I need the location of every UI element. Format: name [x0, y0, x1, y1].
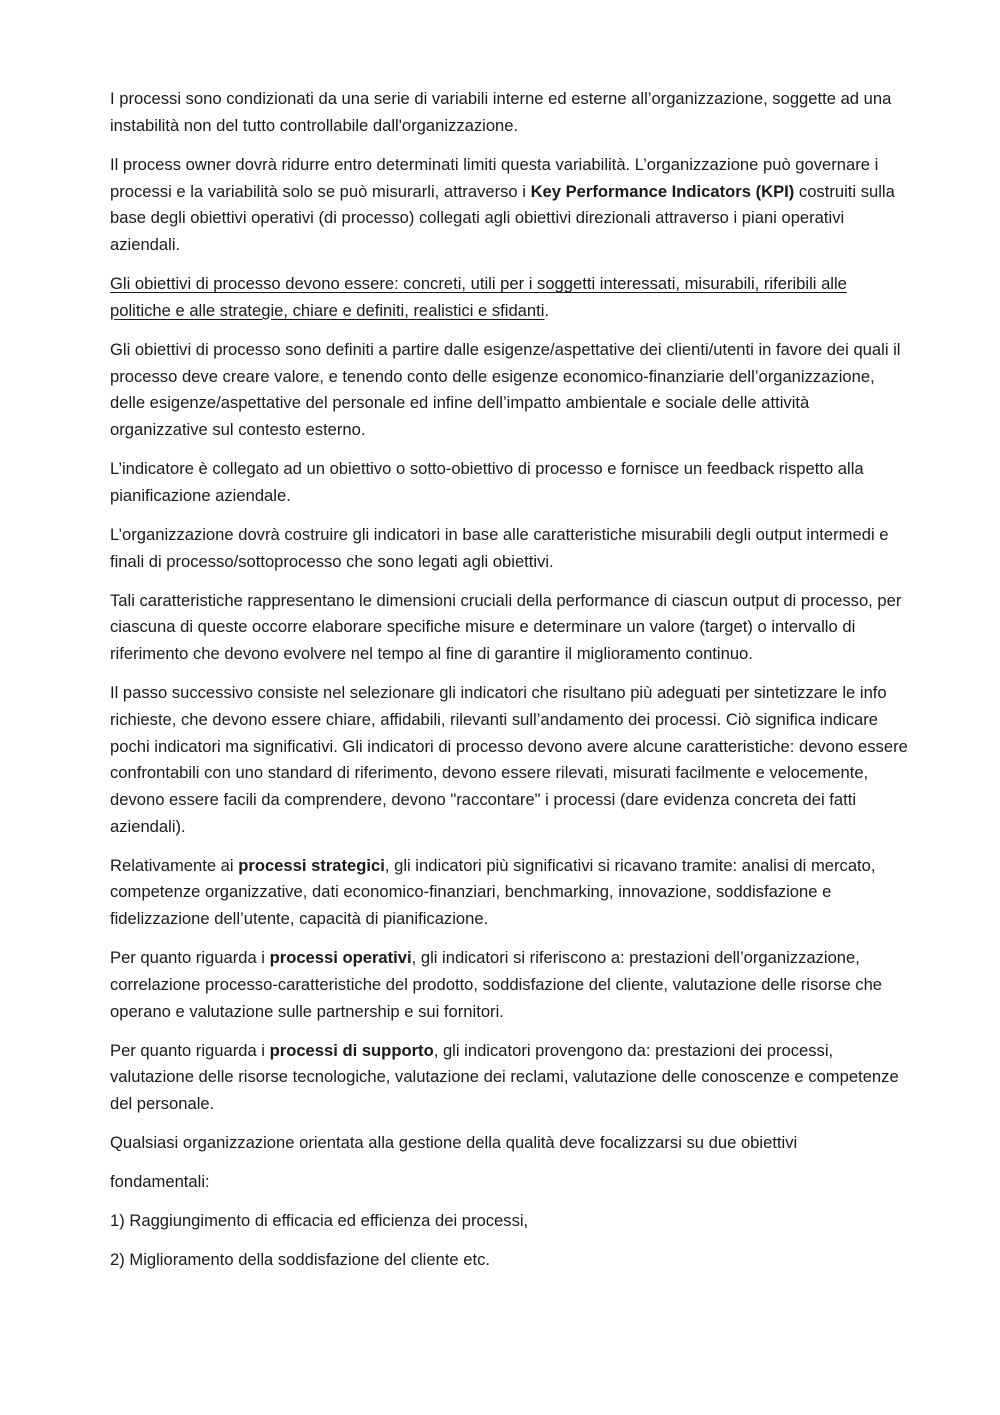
operativi-bold-term: processi operativi: [269, 948, 412, 968]
kpi-text-after: costruiti sulla base degli obiettivi operativi (di processo) collegati agli obiettivi direzionali attraverso i piani operativi aziendali.: [110, 181, 895, 254]
paragraph-obiettivi-requisiti: [110, 271, 910, 324]
paragraph-variabili: I processi sono condizionati da una serie di variabili interne ed esterne all’organizzazione, soggette ad una instabilità non del tutto controllabile dall'organizzazione.: [110, 89, 892, 135]
kpi-text-before: Il process owner dovrà ridurre entro determinati limiti questa variabilità. L’organizzazione può governare i processi e la variabilità solo se può misurarli, attraverso i: [110, 154, 879, 201]
paragraph-obiettivi-definizione: Gli obiettivi di processo sono definiti a partire dalle esigenze/aspettative dei clienti/utenti in favore dei quali il processo deve creare valore, e tenendo conto delle esigenze economico-finanziarie dell’organizzazione, delle esigenze/aspettative del personale ed infine dell’impatto ambientale e sociale delle attività organizzative sul contesto esterno.: [110, 339, 901, 439]
paragraph-qualita: Qualsiasi organizzazione orientata alla gestione della qualità deve focalizzarsi su due obiettivi: [110, 1133, 798, 1153]
paragraph-kpi: [110, 152, 910, 259]
operativi-text-before: Per quanto riguarda i: [110, 948, 270, 968]
paragraph-processi-strategici: [110, 853, 910, 933]
paragraph-processi-operativi: [110, 945, 910, 1025]
paragraph-caratteristiche: Tali caratteristiche rappresentano le dimensioni cruciali della performance di ciascun output di processo, per ciascuna di queste occorre elaborare specifiche misure e determinare un valore (target) o intervallo di riferimento che devono evolvere nel tempo al fine di garantire il miglioramento continuo.: [110, 590, 902, 663]
strategici-text-before: Relativamente ai: [110, 855, 239, 875]
supporto-text-before: Per quanto riguarda i: [110, 1040, 270, 1060]
paragraph-processi-supporto: [110, 1038, 910, 1118]
paragraph-passo-successivo: Il passo successivo consiste nel selezionare gli indicatori che risultano più adeguati per sintetizzare le info richieste, che devono essere chiare, affidabili, rilevanti sull’andamento dei processi. Ciò significa indicare pochi indicatori ma significativi. Gli indicatori di processo devono avere alcune caratteristiche: devono essere confrontabili con uno standard di riferimento, devono essere rilevati, misurati facilmente e velocemente, devono essere facili da comprendere, devono "raccontare" i processi (dare evidenza concreta dei fatti aziendali).: [110, 683, 908, 836]
paragraph-costruzione-indicatori: L’organizzazione dovrà costruire gli indicatori in base alle caratteristiche misurabili degli output intermedi e finali di processo/sottoprocesso che sono legati agli obiettivi.: [110, 524, 889, 571]
list-item: 1) Raggiungimento di efficacia ed efficienza dei processi,: [110, 1211, 529, 1231]
operativi-text-after: , gli indicatori si riferiscono a: prestazioni dell’organizzazione, correlazione processo-caratteristiche del prodotto, soddisfazione del cliente, valutazione delle risorse che operano e valutazione sulle partnership e sui fornitori.: [110, 948, 883, 1021]
strategici-bold-term: processi strategici: [238, 855, 385, 875]
strategici-text-after: , gli indicatori più significativi si ricavano tramite: analisi di mercato, competenze organizzative, dati economico-finanziari, benchmarking, innovazione, soddisfazione e fidelizzazione dell’utente, capacità di pianificazione.: [110, 855, 876, 929]
document-page: [110, 86, 910, 1287]
obiettivi-period: .: [544, 300, 550, 320]
supporto-bold-term: processi di supporto: [269, 1040, 434, 1060]
obiettivi-underlined-text: Gli obiettivi di processo devono essere: concreti, utili per i soggetti interessati, misurabili, riferibili alle politiche e alle strategie, chiare e definiti, realistici e sfidanti: [110, 274, 847, 320]
supporto-text-after: , gli indicatori provengono da: prestazioni dei processi, valutazione delle risorse tecnologiche, valutazione dei reclami, valutazione delle conoscenze e competenze del personale.: [110, 1040, 899, 1114]
kpi-bold-term: Key Performance Indicators (KPI): [530, 181, 795, 201]
paragraph-fondamentali: fondamentali:: [110, 1172, 210, 1192]
paragraph-indicatore: L’indicatore è collegato ad un obiettivo o sotto-obiettivo di processo e fornisce un feedback rispetto alla pianificazione aziendale.: [110, 459, 864, 505]
list-item: 2) Miglioramento della soddisfazione del cliente etc.: [110, 1250, 491, 1270]
